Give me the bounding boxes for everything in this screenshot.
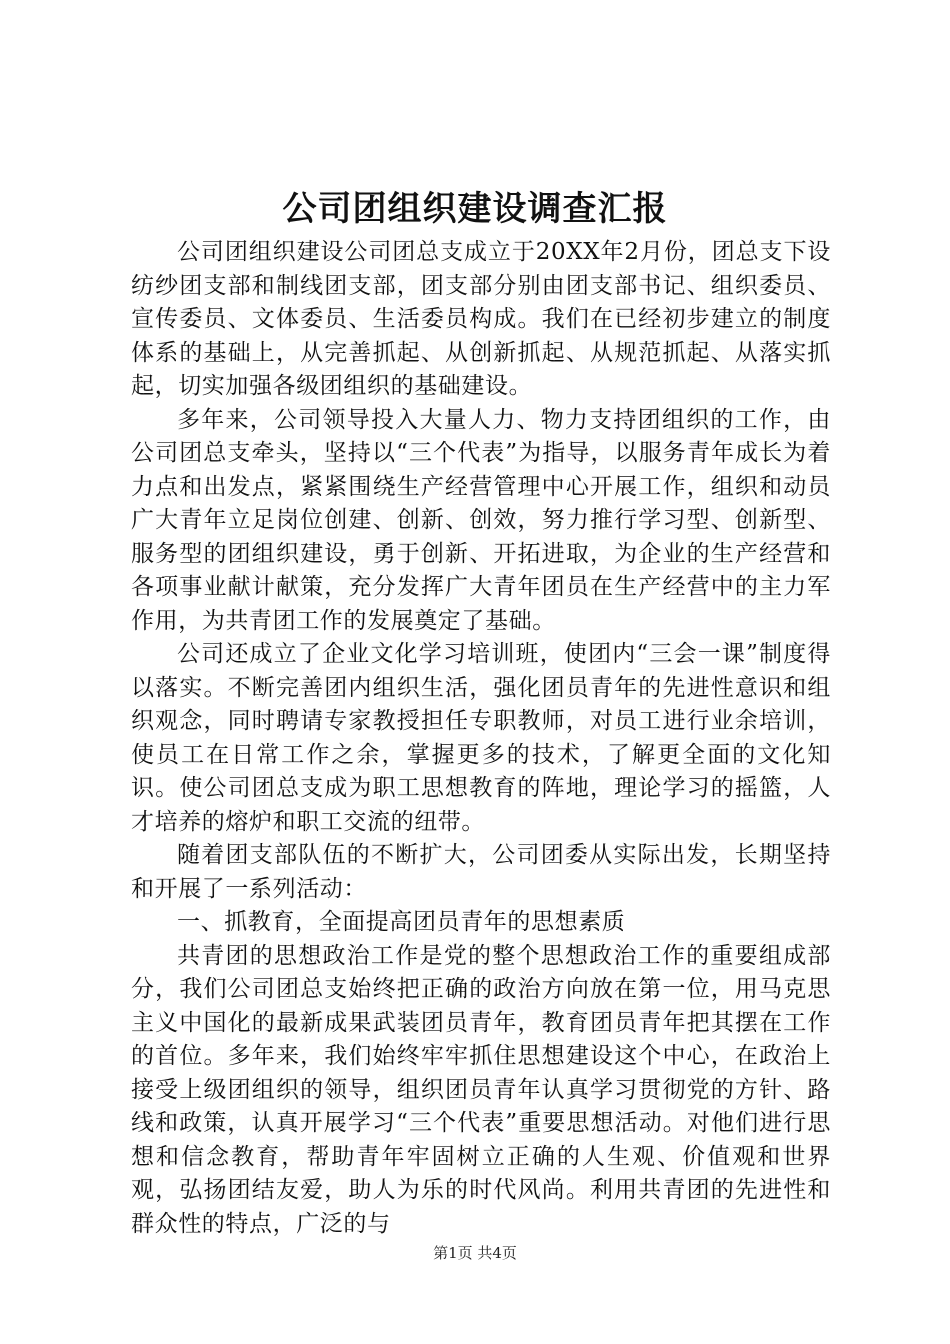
paragraph: 多年来，公司领导投入大量人力、物力支持团组织的工作，由公司团总支牵头，坚持以“三个代表”为指导，以服务青年成长为着力点和出发点，紧紧围绕生产经营管理中心开展工作，组织和动员广大青年立足岗位创建、创新、创效，努力推行学习型、创新型、服务型的团组织建设，勇于创新、开拓进取，为企业的生产经营和各项事业献计献策，充分发挥广大青年团员在生产经营中的主力军作用，为共青团工作的发展奠定了基础。: [131, 406, 831, 634]
paragraph: 随着团支部队伍的不断扩大，公司团委从实际出发，长期坚持和开展了一系列活动：: [131, 842, 831, 902]
document-title: 公司团组织建设调查汇报: [282, 189, 668, 229]
paragraph: 公司团组织建设公司团总支成立于20XX年2月份，团总支下设纺纱团支部和制线团支部，团支部分别由团支部书记、组织委员、宣传委员、文体委员、生活委员构成。我们在已经初步建立的制度体系的基础上，从完善抓起、从创新抓起、从规范抓起、从落实抓起，切实加强各级团组织的基础建设。: [131, 239, 831, 399]
paragraph: 共青团的思想政治工作是党的整个思想政治工作的重要组成部分，我们公司团总支始终把正确的政治方向放在第一位，用马克思主义中国化的最新成果武装团员青年，教育团员青年把其摆在工作的首位。多年来，我们始终牢牢抓住思想建设这个中心，在政治上接受上级团组织的领导，组织团员青年认真学习贯彻党的方针、路线和政策，认真开展学习“三个代表”重要思想活动。对他们进行思想和信念教育，帮助青年牢固树立正确的人生观、价值观和世界观，弘扬团结友爱，助人为乐的时代风尚。利用共青团的先进性和群众性的特点，广泛的与: [131, 942, 831, 1237]
section-heading: 一、抓教育，全面提高团员青年的思想素质: [177, 909, 626, 935]
page-number-footer: 第1页 共4页: [433, 1244, 517, 1262]
document-body: [131, 236, 831, 1241]
paragraph: 公司还成立了企业文化学习培训班，使团内“三会一课”制度得以落实。不断完善团内组织生活，强化团员青年的先进性意识和组织观念，同时聘请专家教授担任专职教师，对员工进行业余培训，使员工在日常工作之余，掌握更多的技术，了解更全面的文化知识。使公司团总支成为职工思想教育的阵地，理论学习的摇篮，人才培养的熔炉和职工交流的纽带。: [131, 641, 831, 835]
